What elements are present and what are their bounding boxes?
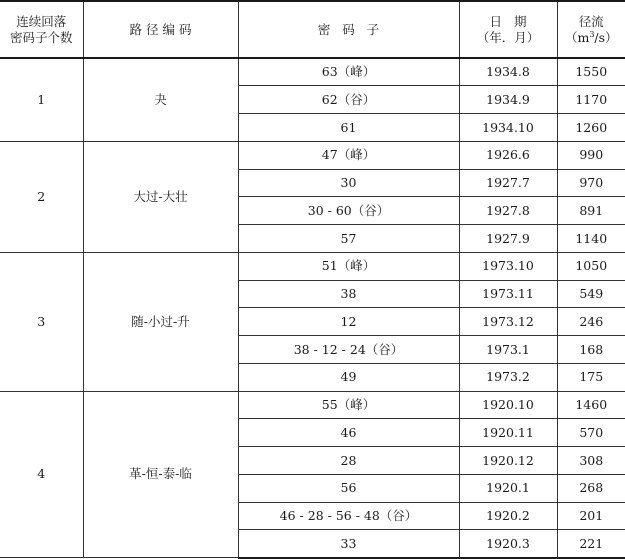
flow-cell: 268	[557, 474, 625, 502]
codon-cell: 33	[238, 530, 459, 558]
header-date-line2: （年．月）	[460, 30, 557, 46]
count-cell: 2	[0, 141, 83, 252]
flow-cell: 1170	[557, 86, 625, 114]
codon-cell: 38 - 12 - 24（谷）	[238, 336, 459, 364]
date-cell: 1973.1	[459, 336, 557, 364]
header-path: 路 径 编 码	[83, 1, 238, 58]
header-codon: 密 码 子	[238, 1, 459, 58]
flow-cell: 1550	[557, 58, 625, 86]
flow-cell: 970	[557, 169, 625, 197]
header-row	[0, 1, 625, 58]
codon-cell: 57	[238, 225, 459, 253]
date-cell: 1973.11	[459, 280, 557, 308]
header-flow-unit-post: /s）	[594, 30, 617, 45]
codon-cell: 62（谷）	[238, 86, 459, 114]
flow-cell: 549	[557, 280, 625, 308]
table-row	[0, 252, 625, 280]
date-cell: 1926.6	[459, 141, 557, 169]
flow-cell: 1260	[557, 114, 625, 142]
codon-cell: 46	[238, 419, 459, 447]
path-code-cell: 夬	[83, 58, 238, 141]
flow-cell: 570	[557, 419, 625, 447]
codon-cell: 51（峰）	[238, 252, 459, 280]
header-flow-line1: 径流	[558, 14, 625, 30]
date-cell: 1973.12	[459, 308, 557, 336]
date-cell: 1920.12	[459, 447, 557, 475]
date-cell: 1973.2	[459, 363, 557, 391]
table-body	[0, 58, 625, 558]
path-code-cell: 革-恒-泰-临	[83, 391, 238, 558]
codon-cell: 12	[238, 308, 459, 336]
date-cell: 1973.10	[459, 252, 557, 280]
path-code-cell: 随-小过-升	[83, 252, 238, 391]
flow-cell: 201	[557, 502, 625, 530]
table-row	[0, 391, 625, 419]
count-cell: 3	[0, 252, 83, 391]
header-date	[459, 1, 557, 58]
header-flow	[557, 1, 625, 58]
date-cell: 1934.9	[459, 86, 557, 114]
date-cell: 1920.1	[459, 474, 557, 502]
flow-cell: 1460	[557, 391, 625, 419]
header-count-line1: 连续回落	[0, 14, 83, 30]
codon-cell: 46 - 28 - 56 - 48（谷）	[238, 502, 459, 530]
codon-cell: 61	[238, 114, 459, 142]
header-flow-unit-pre: （m	[565, 30, 589, 45]
flow-cell: 168	[557, 336, 625, 364]
flow-cell: 175	[557, 363, 625, 391]
flow-cell: 1050	[557, 252, 625, 280]
codon-cell: 30	[238, 169, 459, 197]
header-flow-unit	[558, 30, 625, 46]
codon-cell: 38	[238, 280, 459, 308]
date-cell: 1927.8	[459, 197, 557, 225]
path-code-cell: 大过-大壮	[83, 141, 238, 252]
count-cell: 4	[0, 391, 83, 558]
codon-cell: 30 - 60（谷）	[238, 197, 459, 225]
date-cell: 1920.11	[459, 419, 557, 447]
flow-cell: 891	[557, 197, 625, 225]
date-cell: 1927.9	[459, 225, 557, 253]
codon-cell: 55（峰）	[238, 391, 459, 419]
header-count	[0, 1, 83, 58]
date-cell: 1920.10	[459, 391, 557, 419]
date-cell: 1920.3	[459, 530, 557, 558]
codon-cell: 63（峰）	[238, 58, 459, 86]
table-row	[0, 58, 625, 86]
flow-cell: 221	[557, 530, 625, 558]
count-cell: 1	[0, 58, 83, 141]
flow-cell: 1140	[557, 225, 625, 253]
codon-cell: 49	[238, 363, 459, 391]
date-cell: 1934.10	[459, 114, 557, 142]
flow-cell: 308	[557, 447, 625, 475]
flow-cell: 990	[557, 141, 625, 169]
date-cell: 1927.7	[459, 169, 557, 197]
header-count-line2: 密码子个数	[0, 30, 83, 46]
codon-cell: 56	[238, 474, 459, 502]
date-cell: 1934.8	[459, 58, 557, 86]
codon-cell: 28	[238, 447, 459, 475]
table-row	[0, 141, 625, 169]
header-date-line1: 日 期	[460, 14, 557, 30]
header-flow-unit-sup: 3	[589, 29, 594, 38]
date-cell: 1920.2	[459, 502, 557, 530]
codon-cell: 47（峰）	[238, 141, 459, 169]
flow-cell: 246	[557, 308, 625, 336]
